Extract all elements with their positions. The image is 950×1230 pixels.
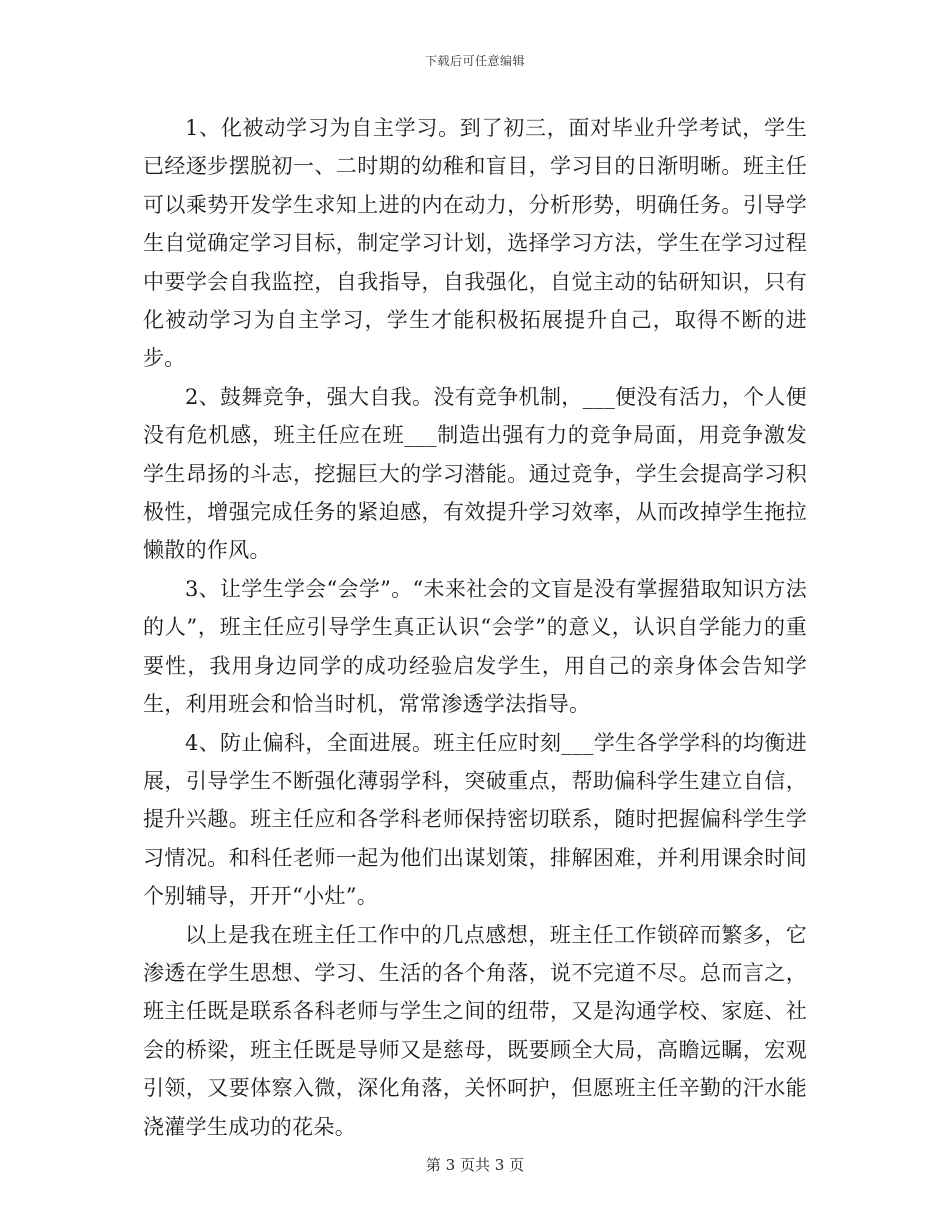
paragraph-5: 以上是我在班主任工作中的几点感想，班主任工作锁碎而繁多，它渗透在学生思想、学习、生活的各个角落，说不完道不尽。总而言之，班主任既是联系各科老师与学生之间的纽带，又是沟通学校、家庭、社会的桥梁，班主任既是导师又是慈母，既要顾全大局，高瞻远瞩，宏观引领，又要体察入微，深化角落，关怀呵护，但愿班主任辛勤的汗水能浇灌学生成功的花朵。 [143,922,807,1139]
paragraph-2: 2、鼓舞竞争，强大自我。没有竞争机制，___便没有活力，个人便没有危机感，班主任应在班___制造出强有力的竞争局面，用竞争激发学生昂扬的斗志，挖掘巨大的学习潜能。通过竞争，学生会提高学习积极性，增强完成任务的紧迫感，有效提升学习效率，从而改掉学生拖拉懒散的作风。 [143,384,807,563]
paragraph-4: 4、防止偏科，全面进展。班主任应时刻___学生各学学科的均衡进展，引导学生不断强化薄弱学科，突破重点，帮助偏科学生建立自信，提升兴趣。班主任应和各学科老师保持密切联系，随时把握偏科学生学习情况。和科任老师一起为他们出谋划策，排解困难，并利用课余时间个别辅导，开开“小灶”。 [143,730,807,909]
page-header: 下载后可任意编辑 [424,54,525,68]
page-footer: 第 3 页共 3 页 [425,1156,525,1174]
document-body [143,109,807,1146]
paragraph-3: 3、让学生学会“会学”。“未来社会的文盲是没有掌握猎取知识方法的人”，班主任应引导学生真正认识“会学”的意义，认识自学能力的重要性，我用身边同学的成功经验启发学生，用自己的亲身体会告知学生，利用班会和恰当时机，常常渗透学法指导。 [143,576,807,717]
paragraph-1: 1、化被动学习为自主学习。到了初三，面对毕业升学考试，学生已经逐步摆脱初一、二时期的幼稚和盲目，学习目的日渐明晰。班主任可以乘势开发学生求知上进的内在动力，分析形势，明确任务。引导学生自觉确定学习目标，制定学习计划，选择学习方法，学生在学习过程中要学会自我监控，自我指导，自我强化，自觉主动的钻研知识，只有化被动学习为自主学习，学生才能积极拓展提升自己，取得不断的进步。 [143,116,807,371]
